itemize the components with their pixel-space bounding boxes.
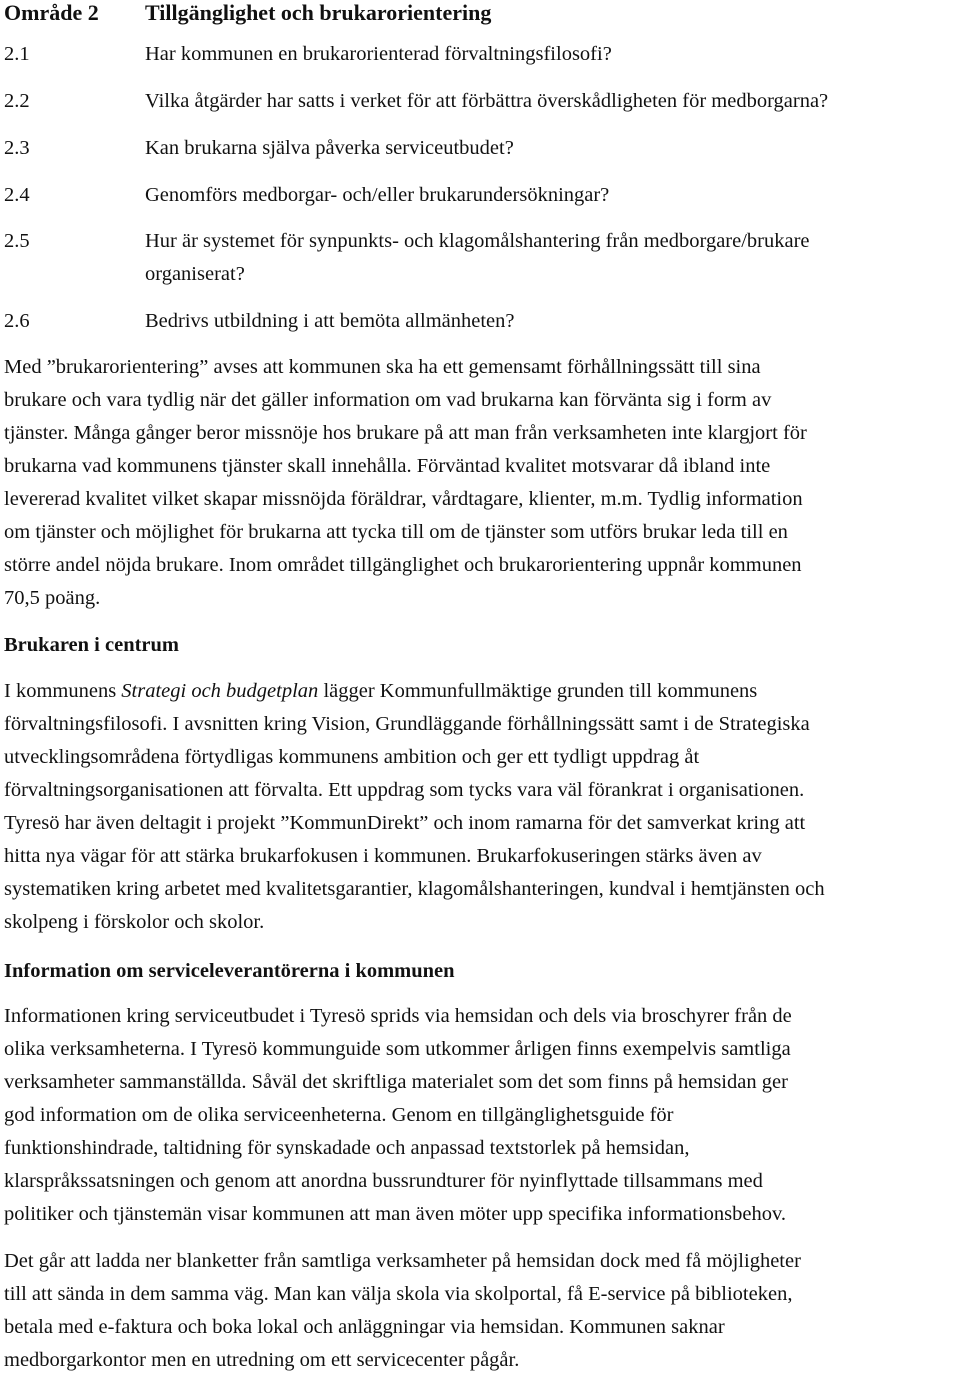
question-text-line: Hur är systemet för synpunkts- och klagomålshantering från medborgare/brukare [145,230,810,252]
text-line: brukare och vara tydlig när det gäller information om vad brukarna kan förvänta sig i form av [4,389,772,411]
text-line: Tyresö har även deltagit i projekt ”KommunDirekt” och inom ramarna för det samverkat kring att [4,812,806,834]
text-line: Informationen kring serviceutbudet i Tyresö sprids via hemsidan och dels via broschyrer från de [4,1005,792,1027]
question-number: 2.5 [4,230,30,252]
section-heading: Information om serviceleverantörerna i kommunen [4,960,455,982]
text-line: medborgarkontor men en utredning om ett servicecenter pågår. [4,1349,520,1371]
text-line: levererad kvalitet vilket skapar missnöjda föräldrar, vårdtagare, klienter, m.m. Tydlig information [4,488,803,510]
text-line: betala med e-faktura och boka lokal och anläggningar via hemsidan. Kommunen saknar [4,1316,725,1338]
question-text: Vilka åtgärder har satts i verket för att förbättra överskådligheten för medborgarna? [145,90,829,112]
question-text: Har kommunen en brukarorienterad förvaltningsfilosofi? [145,43,612,65]
text-line: Det går att ladda ner blanketter från samtliga verksamheter på hemsidan dock med få möjligheter [4,1250,801,1272]
text-line: systematiken kring arbetet med kvalitetsgarantier, klagomålshanteringen, kundval i hemtjänsten och [4,878,825,900]
question-number: 2.2 [4,90,30,112]
document-title-italic: Strategi och budgetplan [121,680,319,702]
question-item [4,225,925,291]
area-heading [4,0,491,28]
question-item [4,132,925,165]
question-item [4,305,925,338]
section-paragraph [4,1000,956,1231]
intro-paragraph [4,351,956,615]
question-item [4,179,925,212]
question-text: Genomförs medborgar- och/eller brukarundersökningar? [145,184,610,206]
text-line: förvaltningsfilosofi. I avsnitten kring Vision, Grundläggande förhållningssätt samt i de Strategiska [4,713,810,735]
section-heading: Brukaren i centrum [4,634,180,656]
area-number: Område 2 [4,0,99,25]
text-line: skolpeng i förskolor och skolor. [4,911,265,933]
question-item [4,85,925,118]
text-line: politiker och tjänstemän visar kommunen att man även möter upp specifika informationsbehov. [4,1203,787,1225]
question-item [4,38,925,71]
question-text: Bedrivs utbildning i att bemöta allmänheten? [145,310,515,332]
question-text: Kan brukarna själva påverka serviceutbudet? [145,137,514,159]
question-text-line: organiserat? [145,263,245,285]
text-line: I kommunens Strategi och budgetplan lägger Kommunfullmäktige grunden till kommunens [4,680,758,702]
question-number: 2.1 [4,43,30,65]
text-line: större andel nöjda brukare. Inom området tillgänglighet och brukarorientering uppnår kommunen [4,554,802,576]
text-line: funktionshindrade, taltidning för synskadade och anpassad textstorlek på hemsidan, [4,1137,690,1159]
text-line: om tjänster och möjlighet för brukarna att tycka till om de tjänster som utförs brukar leda till en [4,521,788,543]
text-line: tjänster. Många gånger beror missnöje hos brukare på att man från verksamheten inte klargjort för [4,422,807,444]
question-number: 2.6 [4,310,30,332]
text-line: 70,5 poäng. [4,587,101,609]
text-line: verksamheter sammanställda. Såväl det skriftliga materialet som det som finns på hemsidan ger [4,1071,788,1093]
section-paragraph [4,675,956,939]
question-text [145,225,925,291]
text-line: till att sända in dem samma väg. Man kan välja skola via skolportal, få E-service på biblioteken, [4,1283,793,1305]
text-line: utvecklingsområdena förtydligas kommunens ambition och ger ett tydligt uppdrag åt [4,746,700,768]
text-line: förvaltningsorganisationen att förvalta. Ett uppdrag som tycks vara väl förankrat i organisationen. [4,779,805,801]
question-number: 2.3 [4,137,30,159]
text-line: brukarna vad kommunens tjänster skall innehålla. Förväntad kvalitet motsvarar då ibland inte [4,455,771,477]
text-line: Med ”brukarorientering” avses att kommunen ska ha ett gemensamt förhållningssätt till sina [4,356,761,378]
section-paragraph [4,1245,956,1377]
text-line: klarspråkssatsningen och genom att anordna bussrundturer för nyinflyttade tillsammans med [4,1170,763,1192]
text-line: god information om de olika serviceenheterna. Genom en tillgänglighetsguide för [4,1104,674,1126]
question-number: 2.4 [4,184,30,206]
area-title: Tillgänglighet och brukarorientering [145,0,492,25]
text-line: hitta nya vägar för att stärka brukarfokusen i kommunen. Brukarfokuseringen stärks även av [4,845,762,867]
text-line: olika verksamheterna. I Tyresö kommunguide som utkommer årligen finns exempelvis samtliga [4,1038,791,1060]
